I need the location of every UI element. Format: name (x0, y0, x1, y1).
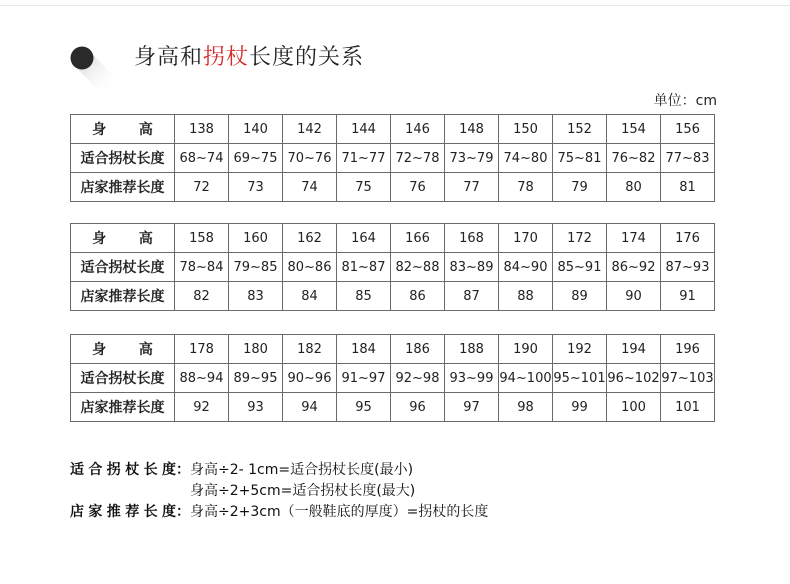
table-cell: 88~94 (175, 364, 229, 393)
unit-label: 单位：cm (653, 93, 717, 109)
table-cell: 93~99 (445, 364, 499, 393)
height-row (71, 224, 715, 253)
table-cell: 154 (607, 115, 661, 144)
table-cell: 92~98 (391, 364, 445, 393)
table-cell: 164 (337, 224, 391, 253)
table-cell: 138 (175, 115, 229, 144)
table-cell: 71~77 (337, 144, 391, 173)
table-cell: 166 (391, 224, 445, 253)
title-part-height: 身高 (134, 45, 181, 70)
table-cell: 192 (553, 335, 607, 364)
row-label: 适合拐杖长度 (71, 364, 175, 393)
table-cell: 80 (607, 173, 661, 202)
table-cell: 152 (553, 115, 607, 144)
table-cell: 92 (175, 393, 229, 422)
table-cell: 75 (337, 173, 391, 202)
table-cell: 90 (607, 282, 661, 311)
table-cell: 95 (337, 393, 391, 422)
table-cell: 101 (661, 393, 715, 422)
formula-text-min: 身高÷2- 1cm=适合拐杖长度(最小) (190, 462, 414, 478)
table-cell: 97~103 (661, 364, 715, 393)
recommended-length-row (71, 173, 715, 202)
table-cell: 99 (553, 393, 607, 422)
table-cell: 168 (445, 224, 499, 253)
table-cell: 97 (445, 393, 499, 422)
row-label: 身 高 (71, 115, 175, 144)
table-cell: 83~89 (445, 253, 499, 282)
table-cell: 76~82 (607, 144, 661, 173)
table-cell: 79~85 (229, 253, 283, 282)
table-cell: 74~80 (499, 144, 553, 173)
formula-label-recommend: 店家推荐长度 (70, 504, 176, 520)
formula-line-min: 适合拐杖长度：身高÷2- 1cm=适合拐杖长度(最小) (70, 462, 414, 478)
table-cell: 69~75 (229, 144, 283, 173)
table-cell: 73 (229, 173, 283, 202)
table-cell: 84 (283, 282, 337, 311)
table-cell: 88 (499, 282, 553, 311)
table-cell: 80~86 (283, 253, 337, 282)
table-cell: 146 (391, 115, 445, 144)
height-row (71, 115, 715, 144)
formula-line-max (70, 481, 415, 501)
table-cell: 81~87 (337, 253, 391, 282)
table-cell: 170 (499, 224, 553, 253)
table-cell: 73~79 (445, 144, 499, 173)
table-cell: 87~93 (661, 253, 715, 282)
table-cell: 84~90 (499, 253, 553, 282)
table-cell: 78 (499, 173, 553, 202)
table-cell: 142 (283, 115, 337, 144)
table-cell: 72 (175, 173, 229, 202)
suitable-length-row (71, 253, 715, 282)
table-cell: 176 (661, 224, 715, 253)
formula-line-recommend: 店家推荐长度：身高÷2+3cm（一般鞋底的厚度）=拐杖的长度 (70, 504, 489, 520)
title-part-relation: 长度的关系 (249, 45, 365, 70)
table-cell: 184 (337, 335, 391, 364)
top-divider (0, 5, 790, 6)
table-cell: 95~101 (553, 364, 607, 393)
table-cell: 76 (391, 173, 445, 202)
row-label: 身 高 (71, 224, 175, 253)
table-cell: 156 (661, 115, 715, 144)
table-cell: 87 (445, 282, 499, 311)
table-cell: 93 (229, 393, 283, 422)
table-cell: 68~74 (175, 144, 229, 173)
table-cell: 178 (175, 335, 229, 364)
table-cell: 190 (499, 335, 553, 364)
table-cell: 180 (229, 335, 283, 364)
table-cell: 79 (553, 173, 607, 202)
suitable-length-row (71, 144, 715, 173)
table-cell: 162 (283, 224, 337, 253)
table-cell: 89~95 (229, 364, 283, 393)
table-cell: 186 (391, 335, 445, 364)
table-cell: 94 (283, 393, 337, 422)
table-cell: 140 (229, 115, 283, 144)
table-cell: 148 (445, 115, 499, 144)
table-cell: 72~78 (391, 144, 445, 173)
row-label: 店家推荐长度 (71, 393, 175, 422)
table-cell: 172 (553, 224, 607, 253)
table-cell: 96 (391, 393, 445, 422)
table-cell: 82~88 (391, 253, 445, 282)
table-cell: 196 (661, 335, 715, 364)
bullet-dot-icon (70, 46, 114, 90)
table-cell: 194 (607, 335, 661, 364)
row-label: 店家推荐长度 (71, 282, 175, 311)
table-cell: 75~81 (553, 144, 607, 173)
recommended-length-row (71, 393, 715, 422)
size-table-3 (70, 334, 715, 422)
row-label: 店家推荐长度 (71, 173, 175, 202)
table-cell: 70~76 (283, 144, 337, 173)
table-cell: 182 (283, 335, 337, 364)
table-cell: 158 (175, 224, 229, 253)
table-cell: 86~92 (607, 253, 661, 282)
suitable-length-row (71, 364, 715, 393)
title-part-and: 和 (180, 45, 204, 70)
table-cell: 174 (607, 224, 661, 253)
row-label: 适合拐杖长度 (71, 144, 175, 173)
table-cell: 83 (229, 282, 283, 311)
size-table-1 (70, 114, 715, 202)
page-title (134, 44, 364, 72)
formula-label-suitable: 适合拐杖长度 (70, 462, 176, 478)
table-cell: 96~102 (607, 364, 661, 393)
table-cell: 77~83 (661, 144, 715, 173)
table-cell: 188 (445, 335, 499, 364)
table-cell: 78~84 (175, 253, 229, 282)
table-cell: 91~97 (337, 364, 391, 393)
table-cell: 81 (661, 173, 715, 202)
formula-text-recommend: 身高÷2+3cm（一般鞋底的厚度）=拐杖的长度 (190, 504, 489, 520)
table-cell: 85~91 (553, 253, 607, 282)
table-cell: 82 (175, 282, 229, 311)
table-cell: 150 (499, 115, 553, 144)
table-cell: 100 (607, 393, 661, 422)
table-cell: 86 (391, 282, 445, 311)
row-label: 适合拐杖长度 (71, 253, 175, 282)
table-cell: 94~100 (499, 364, 553, 393)
table-cell: 144 (337, 115, 391, 144)
title-part-crutch: 拐杖 (203, 45, 250, 70)
recommended-length-row (71, 282, 715, 311)
table-cell: 77 (445, 173, 499, 202)
formula-text-max: 身高÷2+5cm=适合拐杖长度(最大) (190, 483, 416, 499)
table-cell: 89 (553, 282, 607, 311)
table-cell: 90~96 (283, 364, 337, 393)
row-label: 身 高 (71, 335, 175, 364)
table-cell: 91 (661, 282, 715, 311)
size-table-2 (70, 223, 715, 311)
table-cell: 85 (337, 282, 391, 311)
table-cell: 160 (229, 224, 283, 253)
table-cell: 98 (499, 393, 553, 422)
height-row (71, 335, 715, 364)
table-cell: 74 (283, 173, 337, 202)
